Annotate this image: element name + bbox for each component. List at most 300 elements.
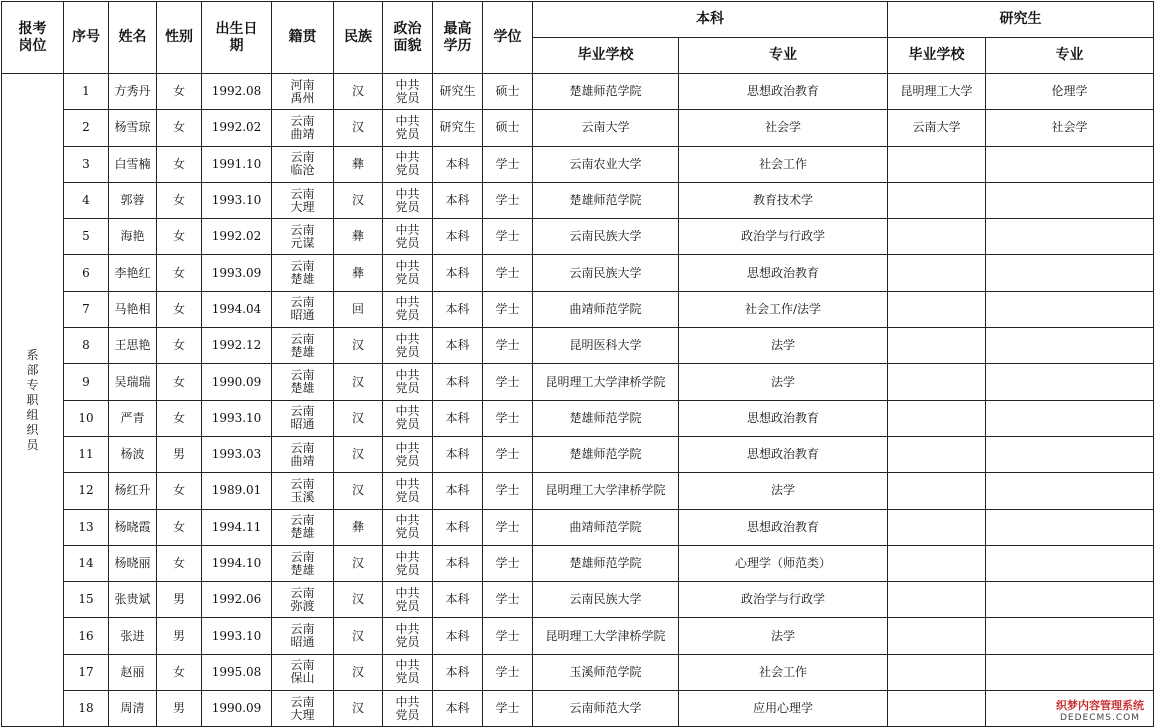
row-political	[383, 255, 433, 291]
row-political	[383, 74, 433, 110]
row-ethnicity: 汉	[334, 74, 383, 110]
row-gender: 女	[157, 146, 202, 182]
header-undergrad-group: 本科	[533, 2, 888, 38]
row-origin-text: 云南保山	[290, 658, 315, 686]
row-origin-text: 云南大理	[290, 694, 315, 722]
row-origin	[272, 582, 334, 618]
row-gender: 女	[157, 219, 202, 255]
row-undergrad-major: 思想政治教育	[679, 400, 888, 436]
row-ethnicity: 汉	[334, 691, 383, 727]
row-origin	[272, 328, 334, 364]
row-grad-major	[986, 473, 1154, 509]
row-origin-text: 云南昭通	[290, 622, 315, 650]
row-undergrad-school: 云南民族大学	[533, 582, 679, 618]
row-birth: 1993.10	[202, 618, 272, 654]
row-ethnicity: 汉	[334, 545, 383, 581]
row-undergrad-major: 应用心理学	[679, 691, 888, 727]
row-education: 本科	[433, 255, 483, 291]
row-undergrad-school: 云南农业大学	[533, 146, 679, 182]
row-undergrad-major: 思想政治教育	[679, 255, 888, 291]
row-index: 7	[64, 291, 109, 327]
row-political	[383, 509, 433, 545]
row-grad-major	[986, 364, 1154, 400]
row-gender: 女	[157, 473, 202, 509]
row-undergrad-school: 云南师范大学	[533, 691, 679, 727]
watermark-url: DEDECMS.COM	[1060, 713, 1140, 723]
row-index: 5	[64, 219, 109, 255]
row-birth: 1992.02	[202, 110, 272, 146]
row-education: 本科	[433, 291, 483, 327]
row-origin	[272, 182, 334, 218]
row-name: 张贵斌	[109, 582, 157, 618]
row-ethnicity: 汉	[334, 582, 383, 618]
row-education: 本科	[433, 364, 483, 400]
row-grad-school	[888, 400, 986, 436]
row-gender: 女	[157, 74, 202, 110]
header-political	[383, 2, 433, 74]
row-degree: 学士	[483, 618, 533, 654]
row-undergrad-major: 法学	[679, 618, 888, 654]
row-undergrad-school: 昆明理工大学津桥学院	[533, 618, 679, 654]
row-undergrad-school: 曲靖师范学院	[533, 509, 679, 545]
row-origin	[272, 545, 334, 581]
row-political-text: 中共党员	[395, 150, 420, 178]
row-origin-text: 云南元谋	[290, 222, 315, 250]
row-grad-school	[888, 219, 986, 255]
row-gender: 女	[157, 509, 202, 545]
row-birth: 1991.10	[202, 146, 272, 182]
header-grad-major: 专业	[986, 38, 1154, 74]
row-name: 杨晓霞	[109, 509, 157, 545]
header-birth	[202, 2, 272, 74]
header-education	[433, 2, 483, 74]
row-degree: 学士	[483, 328, 533, 364]
row-ethnicity: 回	[334, 291, 383, 327]
row-political-text: 中共党员	[395, 186, 420, 214]
row-degree: 学士	[483, 545, 533, 581]
row-grad-major	[986, 328, 1154, 364]
row-ethnicity: 汉	[334, 328, 383, 364]
row-grad-school	[888, 582, 986, 618]
row-political-text: 中共党员	[395, 622, 420, 650]
row-origin-text: 河南禹州	[290, 77, 315, 105]
row-index: 2	[64, 110, 109, 146]
row-undergrad-school: 云南民族大学	[533, 219, 679, 255]
table-row	[2, 291, 1154, 327]
row-index: 13	[64, 509, 109, 545]
row-undergrad-major: 政治学与行政学	[679, 582, 888, 618]
row-undergrad-school: 云南民族大学	[533, 255, 679, 291]
row-undergrad-major: 社会学	[679, 110, 888, 146]
row-grad-school	[888, 473, 986, 509]
row-undergrad-school: 楚雄师范学院	[533, 74, 679, 110]
table-row	[2, 654, 1154, 690]
row-birth: 1994.11	[202, 509, 272, 545]
row-undergrad-major: 法学	[679, 328, 888, 364]
row-name: 吴瑞瑞	[109, 364, 157, 400]
row-degree: 学士	[483, 691, 533, 727]
row-undergrad-school: 楚雄师范学院	[533, 400, 679, 436]
row-origin-text: 云南楚雄	[290, 331, 315, 359]
header-birth-label: 出生日期	[215, 20, 258, 54]
row-undergrad-school: 楚雄师范学院	[533, 436, 679, 472]
row-grad-school	[888, 618, 986, 654]
row-index: 16	[64, 618, 109, 654]
row-political	[383, 400, 433, 436]
row-origin-text: 云南临沧	[290, 150, 315, 178]
row-ethnicity: 彝	[334, 509, 383, 545]
row-undergrad-major: 心理学（师范类）	[679, 545, 888, 581]
table-row	[2, 364, 1154, 400]
header-post-label: 报考岗位	[18, 20, 47, 54]
row-origin	[272, 364, 334, 400]
row-gender: 女	[157, 364, 202, 400]
row-name: 杨波	[109, 436, 157, 472]
row-degree: 学士	[483, 255, 533, 291]
row-index: 12	[64, 473, 109, 509]
row-origin-text: 云南曲靖	[290, 113, 315, 141]
row-undergrad-school: 云南大学	[533, 110, 679, 146]
row-degree: 学士	[483, 473, 533, 509]
row-ethnicity: 彝	[334, 255, 383, 291]
row-grad-school	[888, 255, 986, 291]
row-undergrad-major: 社会工作	[679, 654, 888, 690]
row-education: 研究生	[433, 74, 483, 110]
table-row	[2, 328, 1154, 364]
row-name: 赵丽	[109, 654, 157, 690]
row-degree: 学士	[483, 182, 533, 218]
header-index: 序号	[64, 2, 109, 74]
row-name: 张进	[109, 618, 157, 654]
header-ethnicity: 民族	[334, 2, 383, 74]
header-name: 姓名	[109, 2, 157, 74]
row-ethnicity: 汉	[334, 182, 383, 218]
table-row	[2, 219, 1154, 255]
header-undergrad-major: 专业	[679, 38, 888, 74]
row-grad-major	[986, 400, 1154, 436]
row-grad-major	[986, 509, 1154, 545]
row-name: 郭蓉	[109, 182, 157, 218]
row-origin	[272, 110, 334, 146]
row-origin-text: 云南昭通	[290, 404, 315, 432]
row-education: 本科	[433, 545, 483, 581]
row-birth: 1990.09	[202, 691, 272, 727]
table-row	[2, 400, 1154, 436]
row-grad-school: 昆明理工大学	[888, 74, 986, 110]
row-undergrad-school: 昆明理工大学津桥学院	[533, 473, 679, 509]
row-index: 15	[64, 582, 109, 618]
row-origin	[272, 219, 334, 255]
row-gender: 男	[157, 436, 202, 472]
row-grad-school	[888, 654, 986, 690]
row-undergrad-major: 思想政治教育	[679, 74, 888, 110]
row-origin-text: 云南楚雄	[290, 513, 315, 541]
row-education: 研究生	[433, 110, 483, 146]
row-index: 6	[64, 255, 109, 291]
row-degree: 学士	[483, 654, 533, 690]
row-degree: 学士	[483, 400, 533, 436]
row-origin	[272, 291, 334, 327]
table-body	[2, 74, 1154, 727]
row-gender: 女	[157, 545, 202, 581]
row-grad-major	[986, 654, 1154, 690]
row-education: 本科	[433, 509, 483, 545]
row-grad-school	[888, 328, 986, 364]
row-political	[383, 618, 433, 654]
row-education: 本科	[433, 618, 483, 654]
row-gender: 女	[157, 328, 202, 364]
row-political-text: 中共党员	[395, 295, 420, 323]
row-origin-text: 云南楚雄	[290, 368, 315, 396]
row-undergrad-major: 思想政治教育	[679, 436, 888, 472]
row-political	[383, 146, 433, 182]
row-index: 11	[64, 436, 109, 472]
row-index: 3	[64, 146, 109, 182]
row-degree: 学士	[483, 219, 533, 255]
row-undergrad-major: 社会工作/法学	[679, 291, 888, 327]
row-gender: 女	[157, 110, 202, 146]
row-undergrad-major: 政治学与行政学	[679, 219, 888, 255]
row-origin	[272, 509, 334, 545]
row-ethnicity: 汉	[334, 110, 383, 146]
header-origin: 籍贯	[272, 2, 334, 74]
row-grad-school: 云南大学	[888, 110, 986, 146]
row-grad-major	[986, 291, 1154, 327]
table-row	[2, 509, 1154, 545]
row-political-text: 中共党员	[395, 259, 420, 287]
row-birth: 1993.03	[202, 436, 272, 472]
candidate-table	[1, 1, 1154, 727]
row-political-text: 中共党员	[395, 513, 420, 541]
row-grad-school	[888, 182, 986, 218]
table-row	[2, 255, 1154, 291]
row-education: 本科	[433, 436, 483, 472]
row-origin	[272, 146, 334, 182]
row-origin	[272, 654, 334, 690]
row-grad-school	[888, 545, 986, 581]
row-origin-text: 云南弥渡	[290, 585, 315, 613]
header-grad-school: 毕业学校	[888, 38, 986, 74]
row-birth: 1992.02	[202, 219, 272, 255]
row-origin	[272, 618, 334, 654]
row-political	[383, 219, 433, 255]
row-origin	[272, 436, 334, 472]
row-degree: 硕士	[483, 110, 533, 146]
row-ethnicity: 汉	[334, 654, 383, 690]
row-political	[383, 364, 433, 400]
table-row	[2, 74, 1154, 110]
row-gender: 女	[157, 654, 202, 690]
row-undergrad-school: 曲靖师范学院	[533, 291, 679, 327]
row-undergrad-major: 教育技术学	[679, 182, 888, 218]
row-grad-school	[888, 146, 986, 182]
row-name: 杨雪琼	[109, 110, 157, 146]
row-index: 8	[64, 328, 109, 364]
row-index: 18	[64, 691, 109, 727]
table-row	[2, 473, 1154, 509]
row-index: 4	[64, 182, 109, 218]
table-row	[2, 582, 1154, 618]
row-name: 马艳相	[109, 291, 157, 327]
row-ethnicity: 彝	[334, 146, 383, 182]
row-birth: 1992.06	[202, 582, 272, 618]
row-ethnicity: 彝	[334, 219, 383, 255]
row-grad-major	[986, 146, 1154, 182]
header-post	[2, 2, 64, 74]
row-grad-major	[986, 582, 1154, 618]
row-undergrad-school: 楚雄师范学院	[533, 545, 679, 581]
row-birth: 1990.09	[202, 364, 272, 400]
header-grad-group: 研究生	[888, 2, 1154, 38]
row-political-text: 中共党员	[395, 222, 420, 250]
header-undergrad-school: 毕业学校	[533, 38, 679, 74]
row-undergrad-school: 楚雄师范学院	[533, 182, 679, 218]
row-index: 1	[64, 74, 109, 110]
row-origin-text: 云南楚雄	[290, 549, 315, 577]
row-political-text: 中共党员	[395, 694, 420, 722]
row-origin-text: 云南玉溪	[290, 476, 315, 504]
watermark-title: 织梦内容管理系统	[1056, 699, 1144, 712]
row-grad-school	[888, 509, 986, 545]
row-ethnicity: 汉	[334, 473, 383, 509]
row-birth: 1994.10	[202, 545, 272, 581]
row-grad-major: 伦理学	[986, 74, 1154, 110]
row-birth: 1994.04	[202, 291, 272, 327]
table-row	[2, 110, 1154, 146]
row-political-text: 中共党员	[395, 113, 420, 141]
row-name: 王思艳	[109, 328, 157, 364]
table-row	[2, 182, 1154, 218]
row-education: 本科	[433, 654, 483, 690]
row-birth: 1989.01	[202, 473, 272, 509]
row-political	[383, 110, 433, 146]
row-name: 白雪楠	[109, 146, 157, 182]
row-education: 本科	[433, 691, 483, 727]
row-undergrad-major: 法学	[679, 473, 888, 509]
row-grad-school	[888, 691, 986, 727]
row-education: 本科	[433, 219, 483, 255]
row-gender: 女	[157, 182, 202, 218]
row-undergrad-school: 玉溪师范学院	[533, 654, 679, 690]
row-grad-major	[986, 255, 1154, 291]
row-name: 杨晓丽	[109, 545, 157, 581]
row-origin-text: 云南昭通	[290, 295, 315, 323]
post-name: 系部专职组织员	[26, 347, 39, 452]
row-index: 9	[64, 364, 109, 400]
row-ethnicity: 汉	[334, 618, 383, 654]
row-undergrad-major: 社会工作	[679, 146, 888, 182]
row-index: 14	[64, 545, 109, 581]
row-index: 10	[64, 400, 109, 436]
row-origin-text: 云南大理	[290, 186, 315, 214]
row-education: 本科	[433, 400, 483, 436]
row-ethnicity: 汉	[334, 400, 383, 436]
row-undergrad-major: 法学	[679, 364, 888, 400]
row-birth: 1993.09	[202, 255, 272, 291]
row-degree: 学士	[483, 291, 533, 327]
row-degree: 学士	[483, 364, 533, 400]
row-ethnicity: 汉	[334, 436, 383, 472]
row-political-text: 中共党员	[395, 368, 420, 396]
row-degree: 学士	[483, 509, 533, 545]
row-education: 本科	[433, 182, 483, 218]
row-political	[383, 291, 433, 327]
row-political-text: 中共党员	[395, 404, 420, 432]
row-birth: 1995.08	[202, 654, 272, 690]
row-gender: 女	[157, 400, 202, 436]
row-political-text: 中共党员	[395, 658, 420, 686]
row-gender: 男	[157, 691, 202, 727]
row-grad-major: 社会学	[986, 110, 1154, 146]
row-birth: 1993.10	[202, 400, 272, 436]
watermark	[1052, 699, 1148, 725]
row-grad-school	[888, 436, 986, 472]
row-education: 本科	[433, 146, 483, 182]
row-education: 本科	[433, 582, 483, 618]
table-row	[2, 436, 1154, 472]
header-political-label: 政治面貌	[393, 20, 422, 54]
table-row	[2, 545, 1154, 581]
row-gender: 女	[157, 255, 202, 291]
row-grad-major	[986, 618, 1154, 654]
row-grad-school	[888, 364, 986, 400]
row-grad-major	[986, 436, 1154, 472]
header-education-label: 最高学历	[443, 20, 472, 54]
row-political	[383, 328, 433, 364]
row-grad-major	[986, 545, 1154, 581]
row-origin-text: 云南曲靖	[290, 440, 315, 468]
row-undergrad-school: 昆明医科大学	[533, 328, 679, 364]
row-degree: 学士	[483, 436, 533, 472]
row-undergrad-major: 思想政治教育	[679, 509, 888, 545]
row-political-text: 中共党员	[395, 476, 420, 504]
row-name: 严青	[109, 400, 157, 436]
row-gender: 女	[157, 291, 202, 327]
row-name: 李艳红	[109, 255, 157, 291]
row-name: 方秀丹	[109, 74, 157, 110]
row-political-text: 中共党员	[395, 549, 420, 577]
row-political	[383, 182, 433, 218]
row-political-text: 中共党员	[395, 331, 420, 359]
row-name: 杨红升	[109, 473, 157, 509]
row-index: 17	[64, 654, 109, 690]
row-origin	[272, 400, 334, 436]
table-row	[2, 146, 1154, 182]
post-cell	[2, 74, 64, 727]
row-political	[383, 436, 433, 472]
row-degree: 学士	[483, 582, 533, 618]
row-political	[383, 691, 433, 727]
row-grad-school	[888, 291, 986, 327]
row-ethnicity: 汉	[334, 364, 383, 400]
row-name: 海艳	[109, 219, 157, 255]
header-gender: 性别	[157, 2, 202, 74]
row-origin-text: 云南楚雄	[290, 259, 315, 287]
row-origin	[272, 255, 334, 291]
header-degree: 学位	[483, 2, 533, 74]
row-political	[383, 473, 433, 509]
row-birth: 1992.12	[202, 328, 272, 364]
row-political	[383, 582, 433, 618]
row-origin	[272, 74, 334, 110]
row-degree: 学士	[483, 146, 533, 182]
row-origin	[272, 691, 334, 727]
row-name: 周清	[109, 691, 157, 727]
row-grad-major	[986, 219, 1154, 255]
row-undergrad-school: 昆明理工大学津桥学院	[533, 364, 679, 400]
table-row	[2, 618, 1154, 654]
row-education: 本科	[433, 328, 483, 364]
